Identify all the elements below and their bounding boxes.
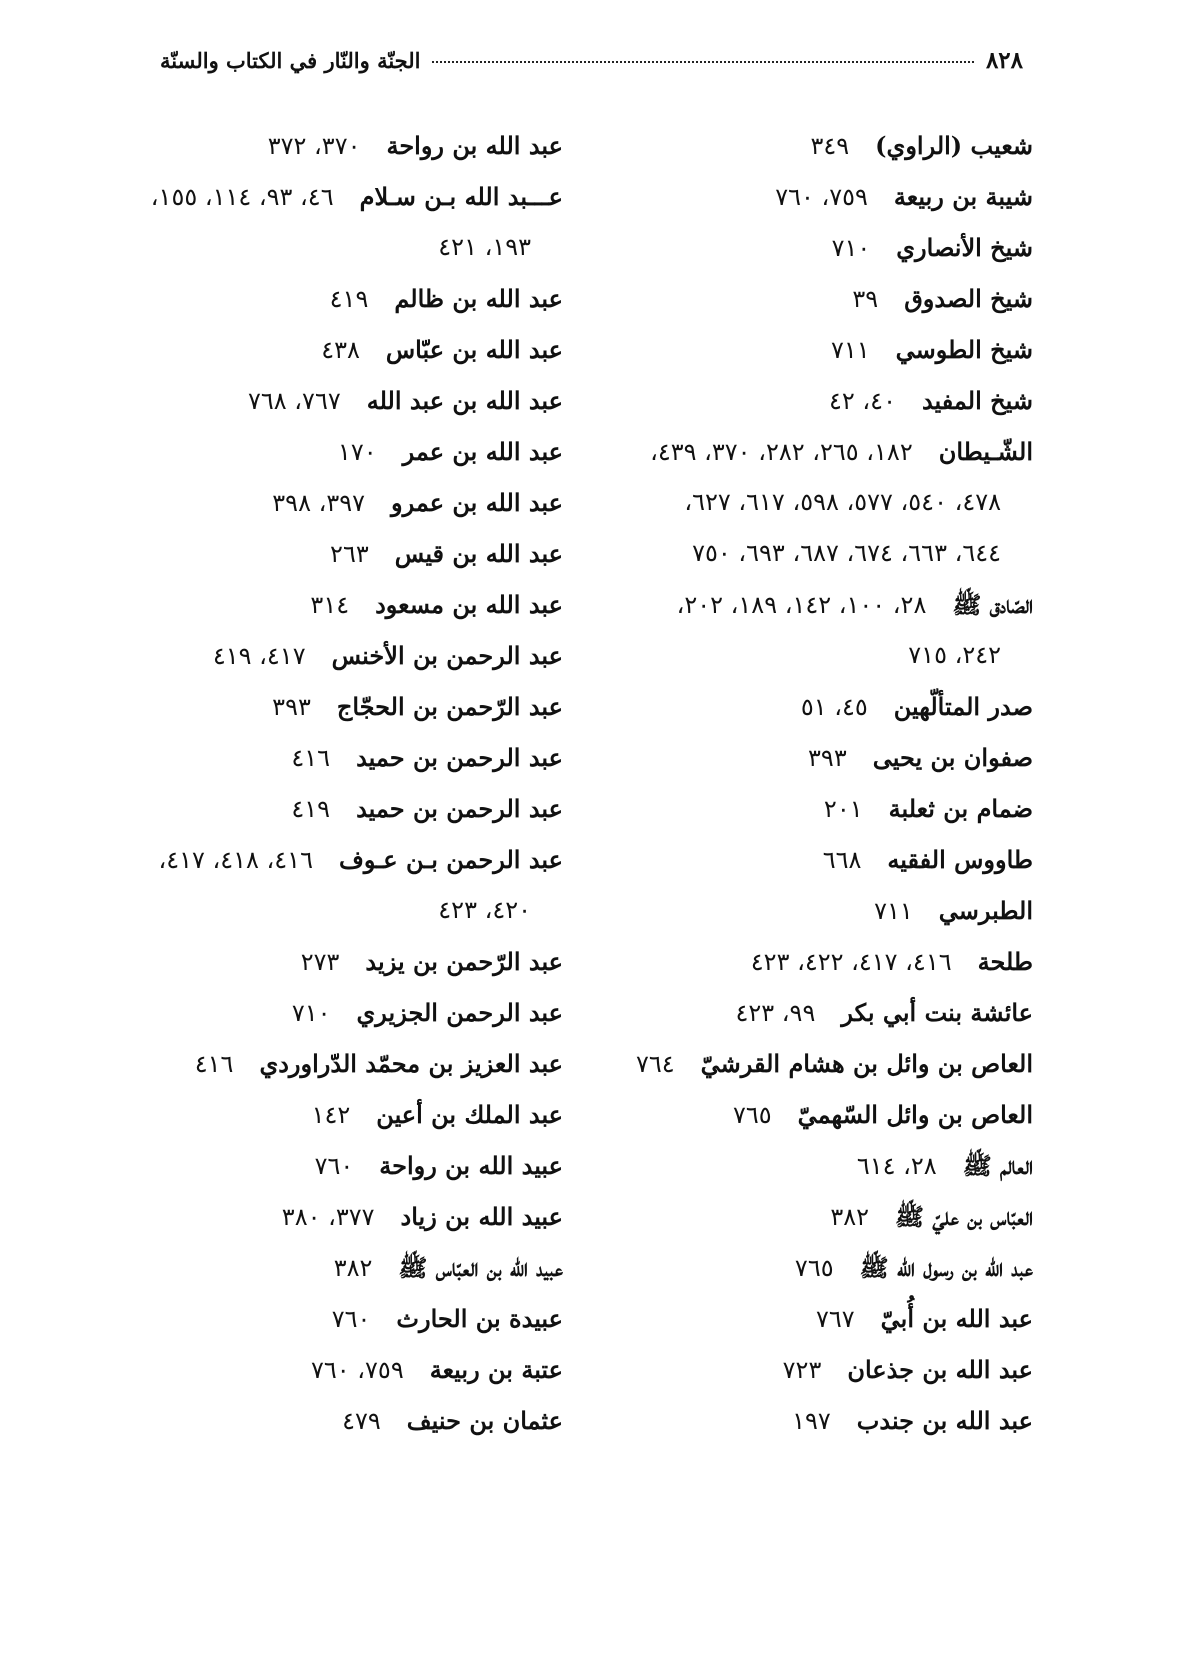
entry-pages: ٣٩٣	[272, 693, 311, 721]
entry-pages: ١٩٣، ٤٢١	[438, 233, 531, 261]
entry-name: عبد الرحمن بن حميد	[356, 743, 563, 772]
index-entry	[563, 936, 1033, 987]
entry-pages: ٣٧٠، ٣٧٢	[267, 132, 361, 160]
index-entry	[563, 528, 1033, 579]
entry-name: العاص بن وائل السّهميّ	[797, 1100, 1033, 1129]
entry-name: صفوان بن يحيى	[872, 743, 1033, 772]
entry-pages: ٧١١	[830, 336, 870, 364]
index-entry	[73, 579, 563, 630]
entry-name: عبد الله بن عبد الله	[366, 386, 563, 415]
entry-pages: ٦٤٤، ٦٦٣، ٦٧٤، ٦٨٧، ٦٩٣، ٧٥٠	[692, 539, 1001, 567]
index-entry	[563, 1089, 1033, 1140]
entry-name: الطبرسي	[938, 896, 1033, 925]
entry-name: ضمام بن ثعلبة	[888, 794, 1033, 823]
index-entry	[563, 732, 1033, 783]
entry-pages: ٤٦، ٩٣، ١١٤، ١٥٥،	[150, 183, 334, 211]
entry-pages: ٢٠١	[823, 795, 863, 823]
entry-name: عبد الرحمن بن الأخنس	[331, 641, 563, 670]
entry-pages: ٩٩، ٤٢٣	[735, 999, 816, 1027]
index-column-right	[563, 120, 1033, 1446]
index-entry	[73, 987, 563, 1038]
index-entry	[563, 1191, 1033, 1242]
index-entry	[73, 1395, 563, 1446]
index-entry	[563, 375, 1033, 426]
entry-pages: ١٧٠	[337, 438, 377, 466]
entry-pages: ٦٦٨	[822, 846, 862, 874]
entry-pages: ٤٥، ٥١	[800, 693, 868, 721]
index-entry	[73, 1191, 563, 1242]
index-entry	[563, 1395, 1033, 1446]
entry-name: عبد الله بن ظالم	[394, 284, 563, 313]
index-entry	[73, 528, 563, 579]
index-entry	[73, 936, 563, 987]
entry-name: عبيد الله بن العبّاس ﷺ	[398, 1253, 563, 1282]
entry-pages: ٢٨، ١٠٠، ١٤٢، ١٨٩، ٢٠٢،	[676, 591, 927, 619]
running-title: الجنّة والنّار في الكتاب والسنّة	[160, 47, 421, 73]
entry-pages: ٤١٧، ٤١٩	[212, 642, 306, 670]
entry-pages: ٤٠، ٤٢	[829, 387, 896, 415]
index-entry	[563, 273, 1033, 324]
index-entry	[73, 1344, 563, 1395]
entry-pages: ٢٨، ٦١٤	[856, 1152, 937, 1180]
entry-pages: ٧١٠	[831, 234, 871, 262]
index-entry	[73, 732, 563, 783]
entry-name: الشّـيطان	[938, 437, 1033, 466]
entry-pages: ٣٧٧، ٣٨٠	[281, 1203, 375, 1231]
index-entry	[563, 477, 1033, 528]
entry-pages: ١٩٧	[792, 1407, 831, 1435]
entry-name: شيبة بن ربيعة	[893, 182, 1033, 211]
entry-pages: ٧٦٠	[314, 1152, 354, 1180]
index-entry	[563, 222, 1033, 273]
entry-pages: ٢٧٣	[300, 948, 340, 976]
index-entry	[563, 426, 1033, 477]
page-header	[160, 40, 1023, 80]
entry-pages: ٣٩	[852, 285, 879, 313]
entry-pages: ٤٢٠، ٤٢٣	[438, 896, 531, 924]
entry-name: عبيدة بن الحارث	[396, 1304, 563, 1333]
index-entry	[563, 1038, 1033, 1089]
index-entry	[563, 324, 1033, 375]
entry-pages: ١٨٢، ٢٦٥، ٢٨٢، ٣٧٠، ٤٣٩،	[650, 438, 913, 466]
entry-name: عبد الله بن جذعان	[847, 1355, 1033, 1384]
entry-name: عبد الله بن عمرو	[391, 488, 563, 517]
entry-name: العبّاس بن عليّ ﷺ	[895, 1202, 1033, 1231]
entry-name: عبيد الله بن زياد	[400, 1202, 563, 1231]
entry-pages: ٤١٦، ٤١٧، ٤٢٢، ٤٢٣	[750, 948, 952, 976]
index-entry	[563, 1242, 1033, 1293]
entry-name: عائشة بنت أبي بكر	[841, 998, 1033, 1027]
entry-pages: ٣١٤	[310, 591, 350, 619]
index-entry	[73, 375, 563, 426]
entry-pages: ٧١١	[874, 897, 913, 925]
index-entry	[73, 783, 563, 834]
index-entry	[73, 1140, 563, 1191]
entry-name: شيخ المفيد	[921, 386, 1033, 415]
entry-pages: ٧٥٩، ٧٦٠	[310, 1356, 404, 1384]
entry-name: صدر المتألّهين	[893, 692, 1033, 721]
index-entry	[73, 834, 563, 885]
entry-name: عبد الله بن عبّاس	[385, 335, 563, 364]
index-entry	[73, 630, 563, 681]
page-number: ٨٢٨	[985, 46, 1023, 74]
entry-name: عبد الملك بن أعين	[376, 1100, 563, 1129]
entry-pages: ٤٣٨	[321, 336, 360, 364]
index-entry	[73, 1293, 563, 1344]
entry-name: عبد الله بن عمر	[402, 437, 563, 466]
entry-pages: ٣٩٣	[808, 744, 847, 772]
index-entry	[73, 1038, 563, 1089]
index-entry	[563, 1140, 1033, 1191]
entry-name: طاووس الفقيه	[887, 845, 1033, 874]
entry-pages: ٢٦٣	[330, 540, 369, 568]
entry-name: شعيب (الراوي)	[875, 131, 1033, 160]
header-dotted-leader	[432, 61, 973, 63]
index-entry	[563, 1293, 1033, 1344]
index-entry	[73, 681, 563, 732]
entry-name: عبد الله بن مسعود	[375, 590, 563, 619]
index-entry	[73, 171, 563, 222]
entry-name: عبد الرحمن الجزيري	[356, 998, 563, 1027]
entry-pages: ٤١٦	[194, 1050, 234, 1078]
index-entry	[563, 834, 1033, 885]
entry-pages: ٤١٦، ٤١٨، ٤١٧،	[158, 846, 313, 874]
index-entry	[73, 273, 563, 324]
index-entry	[563, 171, 1033, 222]
index-entry	[563, 783, 1033, 834]
entry-pages: ٧٦٥	[732, 1101, 772, 1129]
entry-pages: ٧٦٤	[635, 1050, 675, 1078]
entry-name: عبد الله بن قيس	[394, 539, 563, 568]
entry-name: عبيد الله بن رواحة	[379, 1151, 563, 1180]
entry-name: عثمان بن حنيف	[406, 1406, 563, 1435]
index-entry	[73, 477, 563, 528]
index-entry	[563, 120, 1033, 171]
entry-pages: ٤١٩	[329, 285, 369, 313]
entry-name: عبد الرحمن بـن عـوف	[338, 845, 563, 874]
entry-pages: ١٤٢	[311, 1101, 351, 1129]
entry-pages: ٣٨٢	[830, 1203, 870, 1231]
entry-name: عـــبد الله بـن سـلام	[359, 182, 563, 211]
entry-pages: ٧٢٣	[782, 1356, 822, 1384]
entry-pages: ٤٧٩	[342, 1407, 381, 1435]
entry-pages: ٧٥٩، ٧٦٠	[775, 183, 868, 211]
entry-pages: ٤٧٨، ٥٤٠، ٥٧٧، ٥٩٨، ٦١٧، ٦٢٧،	[684, 488, 1001, 516]
entry-pages: ٢٤٢، ٧١٥	[908, 641, 1001, 669]
entry-name: العاص بن وائل بن هشام القرشيّ	[700, 1049, 1033, 1078]
entry-name: العالم ﷺ	[962, 1151, 1033, 1180]
entry-pages: ٣٨٢	[333, 1254, 373, 1282]
entry-name: عبد الله بن رسول الله ﷺ	[859, 1253, 1033, 1282]
entry-pages: ٤١٦	[291, 744, 331, 772]
index-entry	[73, 1089, 563, 1140]
index-entry	[73, 426, 563, 477]
index-entry	[73, 324, 563, 375]
index-entry	[563, 630, 1033, 681]
entry-name: عبد الله بن جندب	[856, 1406, 1033, 1435]
index-entry	[563, 987, 1033, 1038]
entry-name: شيخ الطوسي	[895, 335, 1033, 364]
entry-name: الصّادق ﷺ	[952, 590, 1033, 619]
index-entry	[73, 1242, 563, 1293]
entry-name: عبد الله بن رواحة	[386, 131, 563, 160]
entry-name: عبد الرّحمن بن يزيد	[365, 947, 563, 976]
entry-pages: ٧٦٥	[794, 1254, 834, 1282]
entry-name: عتبة بن ربيعة	[429, 1355, 563, 1384]
index-entry	[73, 120, 563, 171]
entry-pages: ٧٦٧	[816, 1305, 855, 1333]
entry-pages: ٧١٠	[291, 999, 331, 1027]
index-entry	[563, 1344, 1033, 1395]
entry-pages: ٣٤٩	[810, 132, 850, 160]
entry-name: شيخ الصدوق	[904, 284, 1033, 313]
index-entry	[563, 681, 1033, 732]
entry-name: شيخ الأنصاري	[896, 233, 1033, 262]
index-entry	[73, 222, 563, 273]
entry-name: طلحة	[977, 947, 1033, 976]
index-column-left	[73, 120, 563, 1446]
entry-pages: ٧٦٠	[331, 1305, 371, 1333]
entry-pages: ٤١٩	[291, 795, 331, 823]
entry-name: عبد الرّحمن بن الحجّاج	[336, 692, 563, 721]
entry-name: عبد العزيز بن محمّد الدّراوردي	[259, 1049, 563, 1078]
index-entry	[73, 885, 563, 936]
index-entry	[563, 579, 1033, 630]
entry-pages: ٣٩٧، ٣٩٨	[272, 489, 365, 517]
entry-name: عبد الرحمن بن حميد	[356, 794, 563, 823]
index-entry	[563, 885, 1033, 936]
entry-name: عبد الله بن أُبيّ	[880, 1304, 1033, 1333]
entry-pages: ٧٦٧، ٧٦٨	[248, 387, 341, 415]
